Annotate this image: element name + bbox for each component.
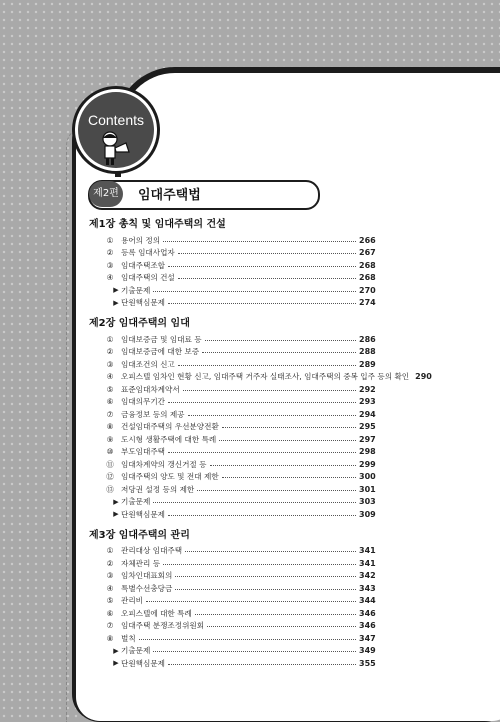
entry-page-number: 290	[415, 372, 432, 382]
entry-page-number: 347	[359, 633, 376, 643]
entry-page-number: 274	[359, 298, 376, 308]
entry-title: 저당권 설정 등의 제한	[121, 484, 195, 494]
entry-number: ③	[106, 571, 114, 581]
toc-entry[interactable]	[89, 247, 375, 260]
entry-number: ③	[106, 260, 114, 270]
entry-title: 기출문제	[121, 285, 151, 295]
entry-title: 특별수선충당금	[121, 583, 173, 593]
entry-title: 임대보증금 및 임대료 등	[121, 334, 202, 344]
entry-page-number: 343	[359, 583, 376, 593]
entry-page-number: 300	[359, 472, 376, 482]
table-of-contents	[89, 218, 432, 678]
entry-title: 임대주택의 건설	[121, 273, 175, 283]
toc-entry[interactable]	[89, 582, 375, 595]
entry-title: 금융정보 등의 제공	[121, 409, 185, 419]
dot-leader	[202, 352, 356, 353]
entry-number: ⑫	[106, 472, 114, 482]
entry-number: ⑥	[106, 397, 114, 407]
toc-entry[interactable]	[89, 358, 375, 371]
entry-page-number: 303	[359, 497, 376, 507]
dot-leader	[163, 241, 356, 242]
dot-leader	[210, 465, 356, 466]
toc-entry[interactable]	[89, 657, 375, 670]
entry-number: ⑧	[106, 633, 114, 643]
entry-page-number: 270	[359, 285, 376, 295]
dot-leader	[222, 427, 356, 428]
chapter-title: 제2장 임대주택의 임대	[89, 318, 190, 329]
entry-page-number: 341	[359, 546, 376, 556]
entry-page-number: 297	[359, 434, 376, 444]
entry-page-number: 341	[359, 558, 376, 568]
entry-number: ②	[106, 347, 114, 357]
entry-title: 임대차계약의 갱신거절 등	[121, 459, 207, 469]
chapter-title: 제3장 임대주택의 관리	[89, 529, 190, 541]
toc-entry[interactable]	[89, 595, 375, 608]
entry-title: 임차인대표회의	[121, 571, 173, 581]
dot-leader	[219, 440, 356, 441]
toc-entry[interactable]	[89, 408, 375, 421]
toc-entry[interactable]	[89, 570, 375, 583]
toc-entry[interactable]	[89, 383, 375, 396]
entry-title: 임대주택 분쟁조정위원회	[121, 621, 205, 631]
entry-page-number: 288	[359, 347, 376, 357]
dot-leader	[178, 253, 356, 254]
entry-title: 관리대상 임대주택	[121, 546, 183, 556]
entry-title: 용어의 정의	[121, 235, 161, 245]
dot-leader	[168, 402, 356, 403]
entry-title: 표준임대차계약서	[121, 384, 180, 394]
arrow-icon: ▶	[113, 646, 119, 655]
part-title: 임대주택법	[138, 188, 201, 203]
dot-leader	[178, 278, 356, 279]
toc-entry[interactable]	[89, 297, 375, 310]
dot-leader	[163, 564, 356, 565]
entry-title: 임대주택조합	[121, 260, 166, 270]
contents-label: Contents	[87, 112, 145, 128]
entry-number: ②	[106, 558, 114, 568]
entry-number: ③	[106, 359, 114, 369]
entry-number: ④	[106, 583, 114, 593]
entry-title: 단원핵심문제	[121, 658, 166, 668]
entry-number: ②	[106, 248, 114, 258]
entry-number: ⑨	[106, 434, 114, 444]
entry-title: 임대의무기간	[121, 397, 166, 407]
entry-page-number: 309	[359, 509, 376, 519]
toc-entry[interactable]	[89, 458, 375, 471]
entry-number: ⑦	[106, 409, 114, 419]
toc-entry[interactable]	[89, 272, 375, 285]
dot-leader	[175, 576, 356, 577]
toc-entry[interactable]	[89, 346, 375, 359]
entry-number: ⑤	[106, 596, 114, 606]
toc-entry[interactable]	[89, 371, 432, 384]
toc-entry[interactable]	[89, 496, 375, 509]
entry-number: ①	[106, 235, 114, 245]
entry-page-number: 355	[359, 658, 376, 668]
entry-page-number: 344	[359, 596, 376, 606]
entry-page-number: 301	[359, 484, 376, 494]
entry-number: ⑦	[106, 621, 114, 631]
dot-leader	[222, 477, 356, 478]
entry-page-number: 266	[359, 235, 376, 245]
entry-page-number: 267	[359, 248, 376, 258]
arrow-icon: ▶	[113, 497, 119, 506]
entry-number: ⑬	[106, 484, 114, 494]
entry-number: ⑧	[106, 422, 114, 432]
dot-leader	[153, 651, 356, 652]
entry-title: 임대조건의 신고	[121, 359, 175, 369]
entry-number: ④	[106, 372, 114, 382]
dot-leader	[175, 589, 356, 590]
entry-title: 임대주택의 양도 및 전대 제한	[121, 472, 219, 482]
toc-entry[interactable]	[89, 645, 375, 658]
entry-page-number: 268	[359, 273, 376, 283]
entry-number: ④	[106, 273, 114, 283]
chapter-item-list	[89, 234, 375, 309]
entry-title: 임대보증금에 대한 보증	[121, 347, 200, 357]
toc-entry[interactable]	[89, 471, 375, 484]
toc-entry[interactable]	[89, 284, 375, 297]
dot-leader	[183, 390, 356, 391]
toc-entry[interactable]	[89, 620, 375, 633]
entry-title: 부도임대주택	[121, 447, 166, 457]
dot-leader	[185, 551, 356, 552]
entry-title: 건설임대주택의 우선분양전환	[121, 422, 219, 432]
toc-entry[interactable]	[89, 421, 375, 434]
chapter-item-list	[89, 545, 375, 670]
dot-leader	[207, 626, 356, 627]
entry-number: ①	[106, 546, 114, 556]
entry-title: 도시형 생활주택에 대한 특례	[121, 434, 217, 444]
dot-leader	[188, 415, 356, 416]
toc-entry[interactable]	[89, 433, 375, 446]
entry-number: ⑤	[106, 384, 114, 394]
arrow-icon: ▶	[113, 286, 119, 295]
entry-number: ⑩	[106, 447, 114, 457]
entry-number: ①	[106, 334, 114, 344]
dot-leader	[153, 291, 356, 292]
part-number: 제2편	[89, 181, 123, 207]
toc-entry[interactable]	[89, 446, 375, 459]
entry-title: 기출문제	[121, 646, 151, 656]
entry-page-number: 268	[359, 260, 376, 270]
toc-entry[interactable]	[89, 234, 375, 247]
dot-leader	[168, 452, 356, 453]
chapter-item-list	[89, 333, 432, 521]
entry-page-number: 294	[359, 409, 376, 419]
dot-leader	[168, 303, 356, 304]
dot-leader	[168, 266, 356, 267]
toc-entry[interactable]	[89, 333, 375, 346]
entry-number: ⑪	[106, 459, 114, 469]
chapter-title: 제1장 총칙 및 임대주택의 건설	[89, 219, 226, 230]
entry-title: 자체관리 등	[121, 558, 161, 568]
dot-leader	[146, 601, 356, 602]
dot-leader	[178, 365, 356, 366]
toc-entry[interactable]	[89, 632, 375, 645]
entry-page-number: 346	[359, 608, 376, 618]
arrow-icon: ▶	[113, 659, 119, 668]
entry-title: 관리비	[121, 596, 144, 606]
entry-title: 단원핵심문제	[121, 298, 166, 308]
top-arc-inner	[121, 73, 500, 177]
dot-leader	[168, 664, 356, 665]
toc-entry[interactable]	[89, 396, 375, 409]
entry-title: 오피스텔에 대한 특례	[121, 608, 192, 618]
toc-entry[interactable]	[89, 508, 375, 521]
entry-page-number: 295	[359, 422, 376, 432]
entry-page-number: 286	[359, 334, 376, 344]
toc-entry[interactable]	[89, 545, 375, 558]
entry-title: 기출문제	[121, 497, 151, 507]
dot-leader	[195, 614, 356, 615]
entry-title: 단원핵심문제	[121, 509, 166, 519]
arrow-icon: ▶	[113, 298, 119, 307]
dot-leader	[153, 502, 356, 503]
dot-leader	[197, 490, 356, 491]
toc-entry[interactable]	[89, 557, 375, 570]
toc-entry[interactable]	[89, 259, 375, 272]
entry-page-number: 293	[359, 397, 376, 407]
dot-leader	[205, 340, 356, 341]
entry-page-number: 299	[359, 459, 376, 469]
entry-title: 벌칙	[121, 633, 136, 643]
dot-leader	[139, 639, 356, 640]
entry-page-number: 349	[359, 646, 376, 656]
mascot-icon	[96, 130, 136, 166]
entry-title: 오피스텔 임차인 현황 신고, 임대주택 거주자 실태조사, 임대주택의 중복 입주 등의 확인	[121, 372, 410, 382]
entry-number: ⑥	[106, 608, 114, 618]
toc-entry[interactable]	[89, 483, 375, 496]
entry-page-number: 342	[359, 571, 376, 581]
dot-leader	[168, 515, 356, 516]
entry-page-number: 298	[359, 447, 376, 457]
entry-title: 등록 임대사업자	[121, 248, 175, 258]
arrow-icon: ▶	[113, 510, 119, 519]
entry-page-number: 346	[359, 621, 376, 631]
toc-entry[interactable]	[89, 607, 375, 620]
entry-page-number: 292	[359, 384, 376, 394]
entry-page-number: 289	[359, 359, 376, 369]
